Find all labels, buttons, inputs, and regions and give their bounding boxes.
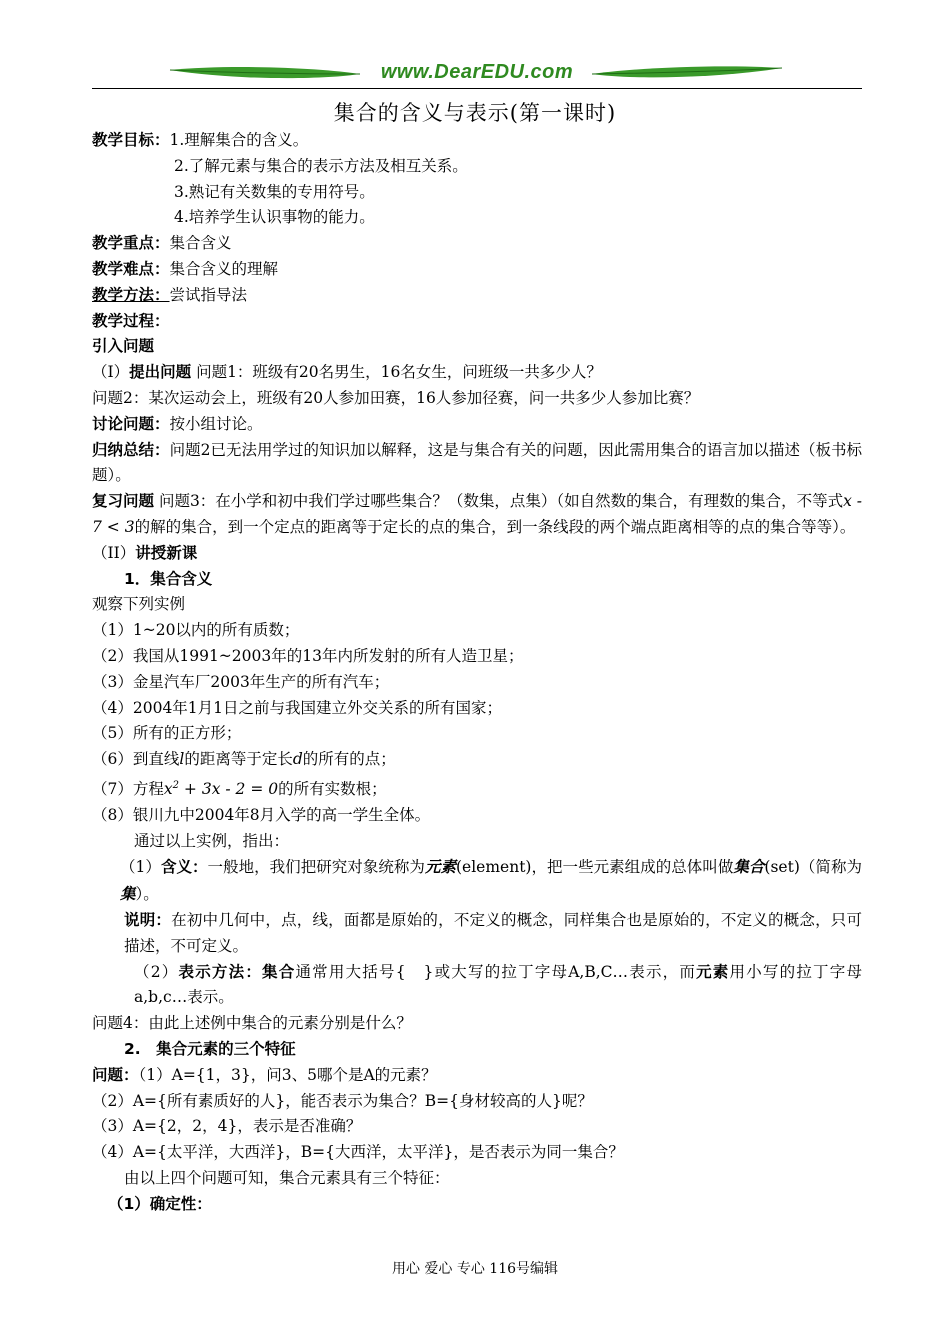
lesson-body (92, 128, 862, 1218)
question-item: （2）A={所有素质好的人}，能否表示为集合？B={身材较高的人}呢？ (92, 1091, 593, 1110)
example-text: （6）到直线 (92, 750, 180, 769)
example-text: 的所有的点； (302, 750, 396, 769)
question-item: （4）A={太平洋，大西洋}，B={大西洋，太平洋}，是否表示为同一集合？ (92, 1143, 624, 1162)
definition-prefix: （1） (120, 858, 161, 877)
discuss-text: 按小组讨论。 (169, 414, 263, 433)
example-item: （3）金星汽车厂2003年生产的所有汽车； (92, 672, 390, 691)
key-point-line (92, 231, 862, 257)
questions-label: 问题： (92, 1065, 139, 1084)
definition-label: 含义： (160, 858, 208, 877)
term-set: 集合 (733, 857, 765, 877)
page-footer: 用心 爱心 专心 116号编辑 (391, 1261, 559, 1277)
raise-prefix: （I） (92, 363, 130, 382)
question-item: （3）A={2，2，4}，表示是否准确？ (92, 1117, 362, 1136)
example-item (92, 747, 862, 773)
equation-rest: + 3x - 2 = 0 (179, 780, 279, 799)
point-out-text: 通过以上实例，指出： (134, 831, 290, 850)
example-item: （2）我国从1991~2003年的13年内所发射的所有人造卫星； (92, 646, 524, 665)
example-item: （5）所有的正方形； (92, 724, 242, 743)
site-brand[interactable]: www.DearEDU.com (380, 61, 574, 83)
review-text-1: 问题3：在小学和初中我们学过哪些集合？（数集，点集）（如自然数的集合，有理数的集合，不等式 (154, 492, 844, 511)
definition-paragraph (92, 854, 862, 908)
key-point-text: 集合含义 (169, 234, 232, 253)
equation-formula (164, 780, 278, 798)
example-text: 的距离等于定长 (184, 750, 293, 769)
header-rule (92, 88, 862, 89)
page-title: 集合的含义与表示(第一课时) (333, 101, 617, 125)
discuss-line (92, 412, 862, 438)
difficulty-label: 教学难点： (92, 259, 170, 278)
example-item: （1）1~20以内的所有质数； (92, 621, 300, 640)
raise-question-line (92, 360, 862, 386)
site-banner (92, 58, 862, 92)
summary-paragraph (92, 438, 862, 490)
feature-1-heading: （1）确定性： (108, 1194, 212, 1213)
objective-item: 2.了解元素与集合的表示方法及相互关系。 (174, 156, 468, 175)
method-line (92, 283, 862, 309)
review-text-2: 的解的集合，到一个定点的距离等于定长的点的集合，到一条线段的两个端点距离相等的点的集合等等）。 (134, 517, 856, 536)
key-point-label: 教学重点： (92, 234, 170, 253)
objective-item: 4.培养学生认识事物的能力。 (174, 208, 375, 227)
conclusion-text: 由以上四个问题可知，集合元素具有三个特征： (124, 1169, 450, 1188)
definition-text: (set)（简称为 (764, 858, 862, 877)
representation-text: 用小写的拉丁字母a,b,c…表示。 (134, 962, 862, 1007)
observe-text: 观察下列实例 (92, 595, 186, 614)
lecture-prefix: （II） (92, 543, 136, 562)
objective-item: 1.理解集合的含义。 (169, 131, 309, 149)
line-symbol: l (179, 750, 185, 769)
term-set-short: 集 (120, 884, 136, 904)
objective-line-1 (92, 128, 862, 154)
question-line (92, 1063, 862, 1089)
question-item: （1）A={1，3}，问3、5哪个是A的元素？ (138, 1065, 437, 1084)
inequality-formula: x - 7 < 3 (92, 492, 863, 536)
representation-text: 通常用大括号{ }或大写的拉丁字母A,B,C…表示，而 (295, 962, 697, 981)
example-item (92, 773, 862, 803)
representation-prefix: （2） (134, 962, 179, 981)
example-item: （4）2004年1月1日之前与我国建立外交关系的所有国家； (92, 698, 503, 717)
length-symbol: d (292, 750, 303, 769)
objectives-label: 教学目标： (92, 131, 170, 149)
term-element: 元素 (424, 857, 456, 877)
method-text: 尝试指导法 (169, 285, 248, 304)
raise-text: 问题1：班级有20名男生，16名女生，问班级一共多少人？ (191, 363, 602, 382)
term-set: 集合 (262, 962, 296, 981)
note-label: 说明： (124, 911, 172, 930)
equation-var: x (163, 780, 173, 799)
summary-label: 归纳总结： (92, 440, 170, 459)
question-2: 问题2：某次运动会上，班级有20人参加田赛，16人参加径赛，问一共多少人参加比赛？ (92, 388, 700, 407)
note-paragraph (92, 908, 862, 960)
method-label: 教学方法： (92, 285, 170, 304)
example-text: （7）方程 (92, 780, 164, 799)
difficulty-line (92, 257, 862, 283)
objective-item: 3.熟记有关数集的专用符号。 (174, 182, 375, 201)
definition-text: ）。 (135, 885, 159, 904)
process-label: 教学过程： (92, 311, 170, 330)
definition-text: (element)，把一些元素组成的总体叫做 (456, 858, 734, 877)
lecture-label: 讲授新课 (135, 543, 198, 562)
intro-heading: 引入问题 (92, 337, 155, 356)
summary-text: 问题2已无法用学过的知识加以解释，这是与集合有关的问题，因此需用集合的语言加以描述（板书标题）。 (92, 440, 862, 485)
review-label: 复习问题 (92, 492, 155, 511)
representation-label: 表示方法： (178, 962, 263, 981)
example-text: 的所有实数根； (278, 780, 387, 799)
question-4: 问题4：由此上述例中集合的元素分别是什么？ (92, 1014, 412, 1033)
section-1-heading: 1．集合含义 (124, 569, 213, 588)
definition-text: 一般地，我们把研究对象统称为 (207, 858, 425, 877)
equation-exponent: 2 (172, 779, 179, 791)
representation-paragraph (92, 960, 862, 1012)
section-2-heading: 2. 集合元素的三个特征 (124, 1040, 296, 1059)
discuss-label: 讨论问题： (92, 414, 170, 433)
difficulty-text: 集合含义的理解 (169, 259, 279, 278)
term-element: 元素 (696, 962, 730, 981)
lecture-heading (92, 541, 862, 567)
review-paragraph (92, 489, 862, 541)
example-item: （8）银川九中2004年8月入学的高一学生全体。 (92, 805, 431, 824)
raise-label: 提出问题 (129, 363, 192, 382)
note-text: 在初中几何中，点，线，面都是原始的，不定义的概念，同样集合也是原始的，不定义的概念，只可描述，不可定义。 (124, 911, 862, 955)
